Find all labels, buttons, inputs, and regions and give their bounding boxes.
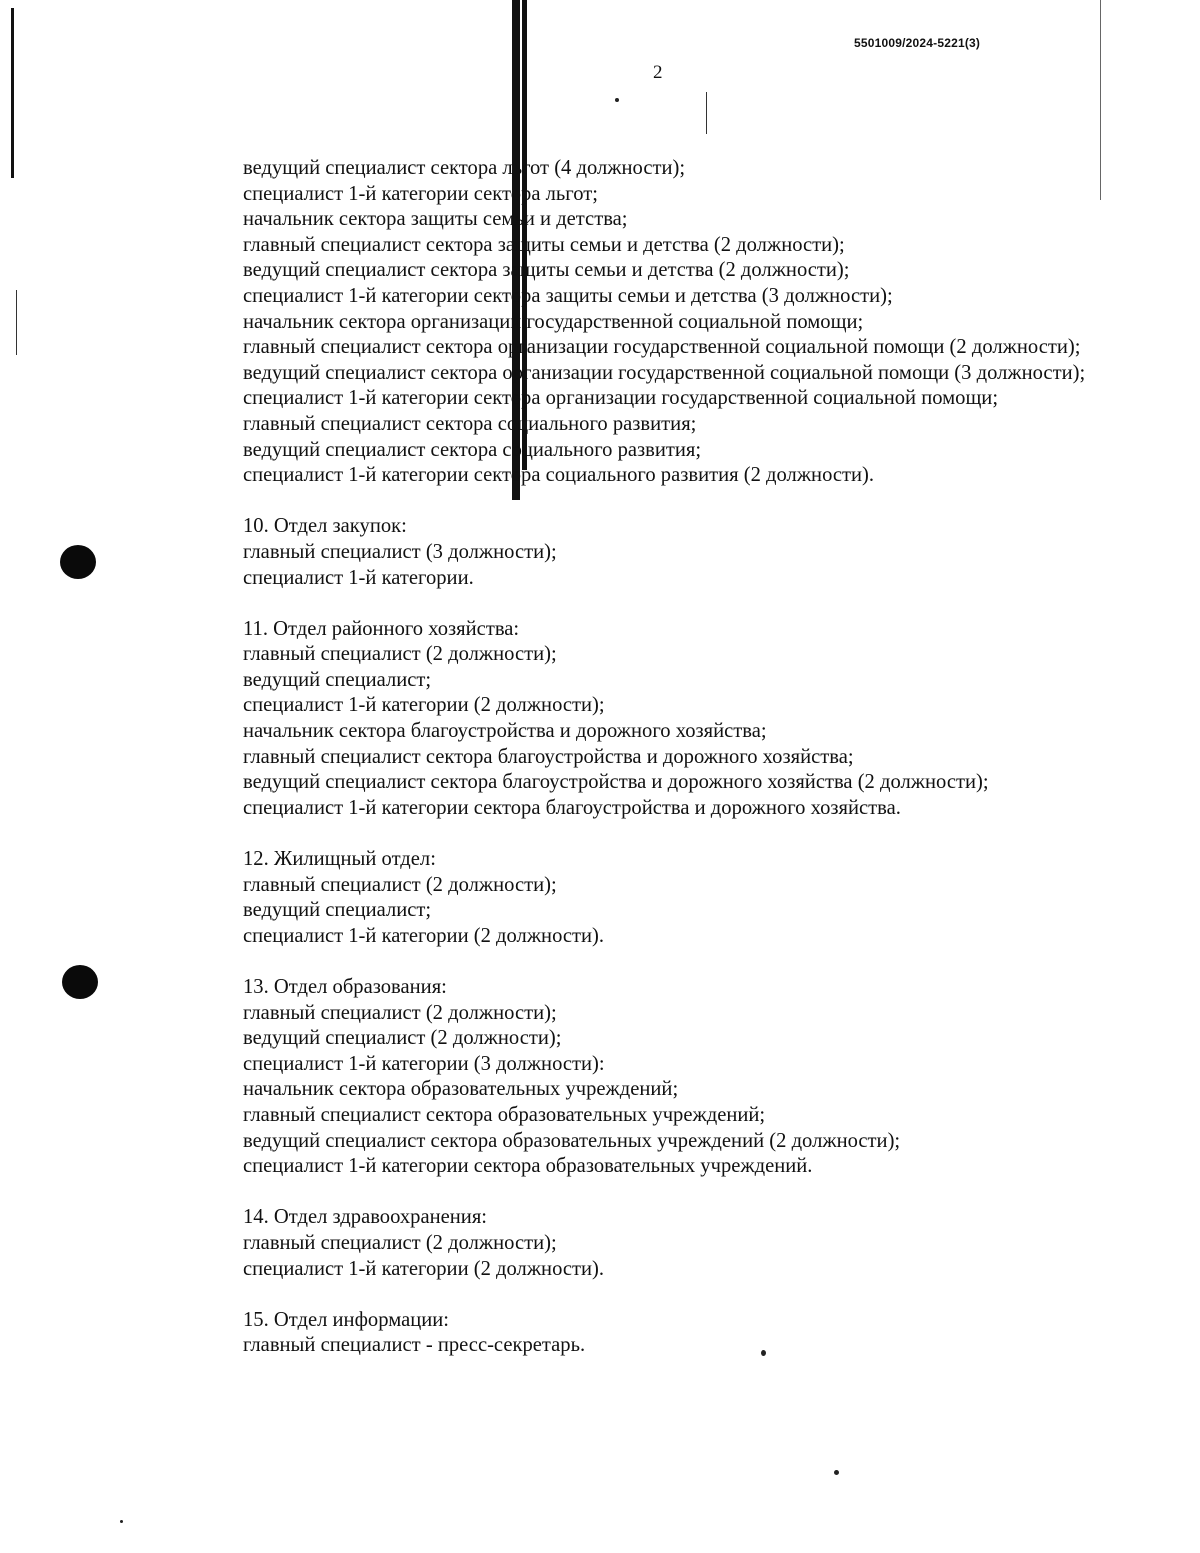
position-line: ведущий специалист; xyxy=(243,668,432,691)
position-line: начальник сектора образовательных учреждений; xyxy=(243,1078,679,1101)
position-line: главный специалист сектора организации государственной социальной помощи (2 должности); xyxy=(243,336,1081,359)
blank-line xyxy=(172,821,1148,847)
blank-line xyxy=(172,1180,1148,1206)
position-line: ведущий специалист сектора защиты семьи и детства (2 должности); xyxy=(243,259,850,282)
position-line: специалист 1-й категории сектора организации государственной социальной помощи; xyxy=(243,387,999,410)
position-line: главный специалист - пресс-секретарь. xyxy=(243,1334,586,1357)
section-heading: 10. Отдел закупок: xyxy=(243,515,407,538)
position-line: главный специалист (3 должности); xyxy=(243,540,557,563)
section-heading: 15. Отдел информации: xyxy=(243,1308,450,1331)
position-line: начальник сектора защиты семьи и детства; xyxy=(243,208,628,231)
position-line: специалист 1-й категории сектора льгот; xyxy=(243,182,598,205)
page-number: 2 xyxy=(653,62,663,83)
position-line: ведущий специалист (2 должности); xyxy=(243,1027,562,1050)
position-line: ведущий специалист сектора благоустройства и дорожного хозяйства (2 должности); xyxy=(243,771,989,794)
position-line: специалист 1-й категории (2 должности). xyxy=(243,1257,605,1280)
left-edge-line xyxy=(16,290,17,355)
punch-hole-top xyxy=(60,545,96,579)
position-line: главный специалист (2 должности); xyxy=(243,1001,557,1024)
position-line: главный специалист (2 должности); xyxy=(243,873,557,896)
left-edge-mark xyxy=(11,8,14,178)
position-line: главный специалист сектора благоустройства и дорожного хозяйства; xyxy=(243,745,854,768)
position-line: специалист 1-й категории сектора образовательных учреждений. xyxy=(243,1155,813,1178)
position-line: главный специалист сектора защиты семьи и детства (2 должности); xyxy=(243,233,845,256)
position-line: специалист 1-й категории сектора защиты семьи и детства (3 должности); xyxy=(243,284,893,307)
speck xyxy=(834,1470,839,1475)
position-line: специалист 1-й категории (3 должности): xyxy=(243,1052,605,1075)
position-line: специалист 1-й категории (2 должности). xyxy=(243,924,605,947)
blank-line xyxy=(172,1282,1148,1308)
document-body xyxy=(172,156,1148,1359)
position-line: специалист 1-й категории. xyxy=(243,566,474,589)
section-heading: 13. Отдел образования: xyxy=(243,976,447,998)
blank-line xyxy=(172,591,1148,617)
position-line: главный специалист (2 должности); xyxy=(243,643,557,666)
section-heading: 11. Отдел районного хозяйства: xyxy=(243,617,520,640)
speck xyxy=(615,98,619,102)
position-line: начальник сектора благоустройства и дорожного хозяйства; xyxy=(243,720,767,743)
center-right-line xyxy=(706,92,707,134)
position-line: ведущий специалист сектора организации государственной социальной помощи (3 должности); xyxy=(243,361,1086,384)
position-line: ведущий специалист сектора социального развития; xyxy=(243,438,702,461)
section-heading: 12. Жилищный отдел: xyxy=(243,848,436,871)
position-line: специалист 1-й категории сектора социального развития (2 должности). xyxy=(243,464,875,487)
position-line: начальник сектора организации государственной социальной помощи; xyxy=(243,310,864,333)
position-line: главный специалист сектора социального развития; xyxy=(243,412,697,435)
document-registration-number: 5501009/2024-5221(3) xyxy=(854,36,981,50)
position-line: главный специалист сектора образовательных учреждений; xyxy=(243,1103,766,1126)
blank-line xyxy=(172,489,1148,515)
punch-hole-bottom xyxy=(62,965,98,999)
blank-line xyxy=(172,949,1148,975)
position-line: главный специалист (2 должности); xyxy=(243,1231,557,1254)
position-line: ведущий специалист сектора образовательных учреждений (2 должности); xyxy=(243,1129,901,1152)
position-line: ведущий специалист; xyxy=(243,899,432,922)
position-line: специалист 1-й категории (2 должности); xyxy=(243,694,605,717)
position-line: специалист 1-й категории сектора благоустройства и дорожного хозяйства. xyxy=(243,796,901,819)
speck xyxy=(120,1520,123,1523)
section-heading: 14. Отдел здравоохранения: xyxy=(243,1206,488,1229)
position-line: ведущий специалист сектора льгот (4 должности); xyxy=(243,157,686,179)
